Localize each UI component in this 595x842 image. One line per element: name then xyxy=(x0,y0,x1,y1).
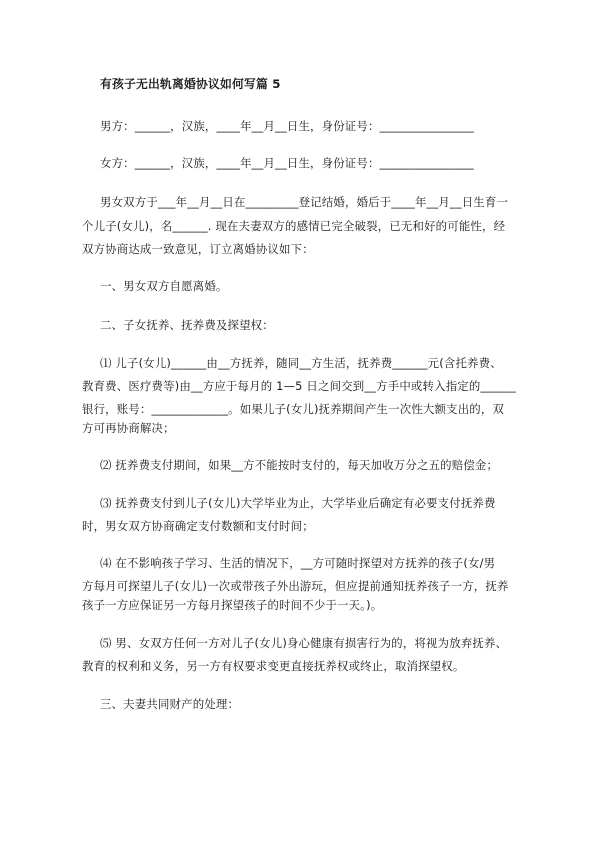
item-2-line: ⑵ 抚养费支付期间，如果__方不能按时支付的，每天加收万分之五的赔偿金； xyxy=(100,458,499,472)
item-1-line: 方可再协商解决； xyxy=(82,421,175,435)
item-1-line: 银行，账号：_____________。如果儿子(女儿)抚养期间产生一次性大额支出的，双 xyxy=(82,402,505,416)
intro-line: 双方协商达成一致意见，订立离婚协议如下： xyxy=(82,242,314,256)
section-heading-1: 一、男女双方自愿离婚。 xyxy=(100,279,228,293)
item-4-line: ⑷ 在不影响孩子学习、生活的情况下，__方可随时探望对方抚养的孩子(女/男 xyxy=(100,556,496,570)
item-5-line: 教育的权利和义务，另一方有权要求变更直接抚养权或终止，取消探望权。 xyxy=(82,659,465,673)
item-4-line: 方每月可探望儿子(女儿)一次或带孩子外出游玩，但应提前通知抚养孩子一方，抚养 xyxy=(82,579,509,593)
intro-line: 男女双方于___年__月__日在_________登记结婚，婚后于____年__月__日生育一 xyxy=(100,195,509,209)
document-title: 有孩子无出轨离婚协议如何写篇 5 xyxy=(100,77,281,91)
item-3-line: ⑶ 抚养费支付到儿子(女儿)大学毕业为止，大学毕业后确定有必要支付抚养费 xyxy=(100,496,496,510)
item-3-line: 时，男女双方协商确定支付数额和支付时间； xyxy=(82,519,314,533)
item-5-line: ⑸ 男、女双方任何一方对儿子(女儿)身心健康有损害行为的，将视为放弃抚养、 xyxy=(100,636,508,650)
woman-info-line: 女方：______，汉族，____年__月__日生，身份证号：________________ xyxy=(100,156,474,170)
intro-line: 个儿子(女儿)，名______. 现在夫妻双方的感情已完全破裂，已无和好的可能性，经 xyxy=(82,219,506,233)
item-1-line: ⑴ 儿子(女儿)______由__方抚养，随同__方生活，抚养费______元(含托养费、 xyxy=(100,356,502,370)
section-heading-2: 二、子女抚养、抚养费及探望权： xyxy=(100,318,274,332)
item-1-line: 教育费、医疗费等)由__方应于每月的 1—5 日之间交到__方手中或转入指定的______ xyxy=(82,379,516,393)
item-4-line: 孩子一方应保证另一方每月探望孩子的时间不少于一天。)。 xyxy=(82,598,383,612)
section-heading-3: 三、夫妻共同财产的处理： xyxy=(100,697,240,711)
man-info-line: 男方：______，汉族，____年__月__日生，身份证号：________________ xyxy=(100,119,474,133)
